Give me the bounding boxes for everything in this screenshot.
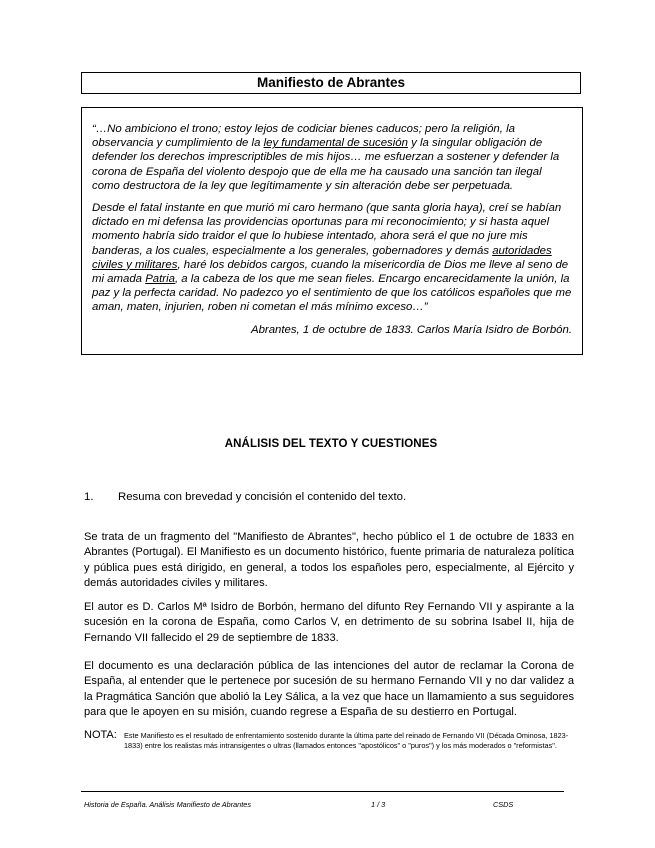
quote-signature: Abrantes, 1 de octubre de 1833. Carlos María Isidro de Borbón.: [250, 323, 572, 336]
quote-box: [81, 107, 583, 355]
question-number: 1.: [84, 491, 94, 503]
footer-right: CSDS: [493, 800, 514, 809]
quote-underlined-text: autoridades civiles y militares: [92, 244, 552, 271]
quote-text: “…No ambiciono el trono; estoy lejos de codiciar bienes caducos; pero la religión, la observancia y cumplimiento de la: [92, 123, 515, 150]
answer-paragraph-2: El autor es D. Carlos Mª Isidro de Borbón, hermano del difunto Rey Fernando VII y aspirante a la sucesión en la corona de España, como Carlos V, en detrimento de su sobrina Isabel II, hija de Fernando VII fallecido el 29 de septiembre de 1833.: [84, 601, 574, 644]
quote-text: Desde el fatal instante en que murió mi caro hermano (que santa gloria haya), creí se habían dictado en mi defensa las providencias oportunas para mi reconocimiento; y si hasta aquel momento habría sido traidor el que lo hubiese intentado, ahora será el que no jure mis banderas, a los cuales, especialmente a los generales, gobernadores y demás: [92, 202, 562, 257]
quote-text: , a la cabeza de los que me sean fieles. Encargo encarecidamente la unión, la paz y la perfecta caridad. No padezco yo el sentimiento de que los católicos españoles que me aman, maten, injurien, roben ni cometan el más mínimo exceso…”: [92, 273, 572, 314]
quote-text: y la singular obligación de defender los derechos imprescriptibles de mis hijos… me esfuerzan a sostener y defender la corona de España del violento despojo que de ella me ha causado una sanción tan ilegal como destructora de la ley que legítimamente y sin alteración debe ser perpetuada.: [92, 137, 560, 192]
question-1: [84, 491, 584, 503]
answer-paragraph-3: El documento es una declaración pública de las intenciones del autor de reclamar la Corona de España, al entender que le pertenece por sucesión de su hermano Fernando VII y no dar validez a la Pragmática Sanción que abolió la Ley Sálica, a la vez que hace un llamamiento a sus seguidores para que le apoyen en su misión, cuando regrese a España de su destierro en Portugal.: [84, 660, 574, 719]
note-label: NOTA:: [84, 729, 117, 741]
question-text: Resuma con brevedad y concisión el contenido del texto.: [118, 491, 407, 503]
answer-paragraph-1: Se trata de un fragmento del "Manifiesto de Abrantes", hecho público el 1 de octubre de 1833 en Abrantes (Portugal). El Manifiesto es un documento histórico, fuente primaria de naturaleza política y pública pues está dirigido, en general, a todos los españoles pero, especialmente, al Ejército y demás autoridades civiles y militares.: [84, 531, 574, 590]
document-title: Manifiesto de Abrantes: [81, 72, 581, 94]
footer-left: Historia de España. Análisis Manifiesto de Abrantes: [84, 800, 251, 809]
footer-page-number: 1 / 3: [371, 800, 386, 809]
footer-divider: [81, 791, 564, 792]
quote-underlined-text: Patria: [145, 273, 175, 286]
section-title: ANÁLISIS DEL TEXTO Y CUESTIONES: [224, 438, 438, 450]
quote-paragraph-2: [92, 201, 572, 315]
quote-paragraph-1: [92, 122, 572, 193]
quote-text: , haré los debidos cargos, cuando la misericordia de Dios me lleve al seno de mi amada: [92, 258, 569, 286]
note-text: Este Manifiesto es el resultado de enfrentamiento sostenido durante la última parte del reinado de Fernando VII (Década Ominosa, 1823-1833) entre los realistas más intransigentes o ultras (llamados entonces "apostólicos" o "puros") y los más moderados o "reformistas".: [124, 731, 569, 750]
quote-underlined-text: ley fundamental de sucesión: [263, 137, 408, 150]
